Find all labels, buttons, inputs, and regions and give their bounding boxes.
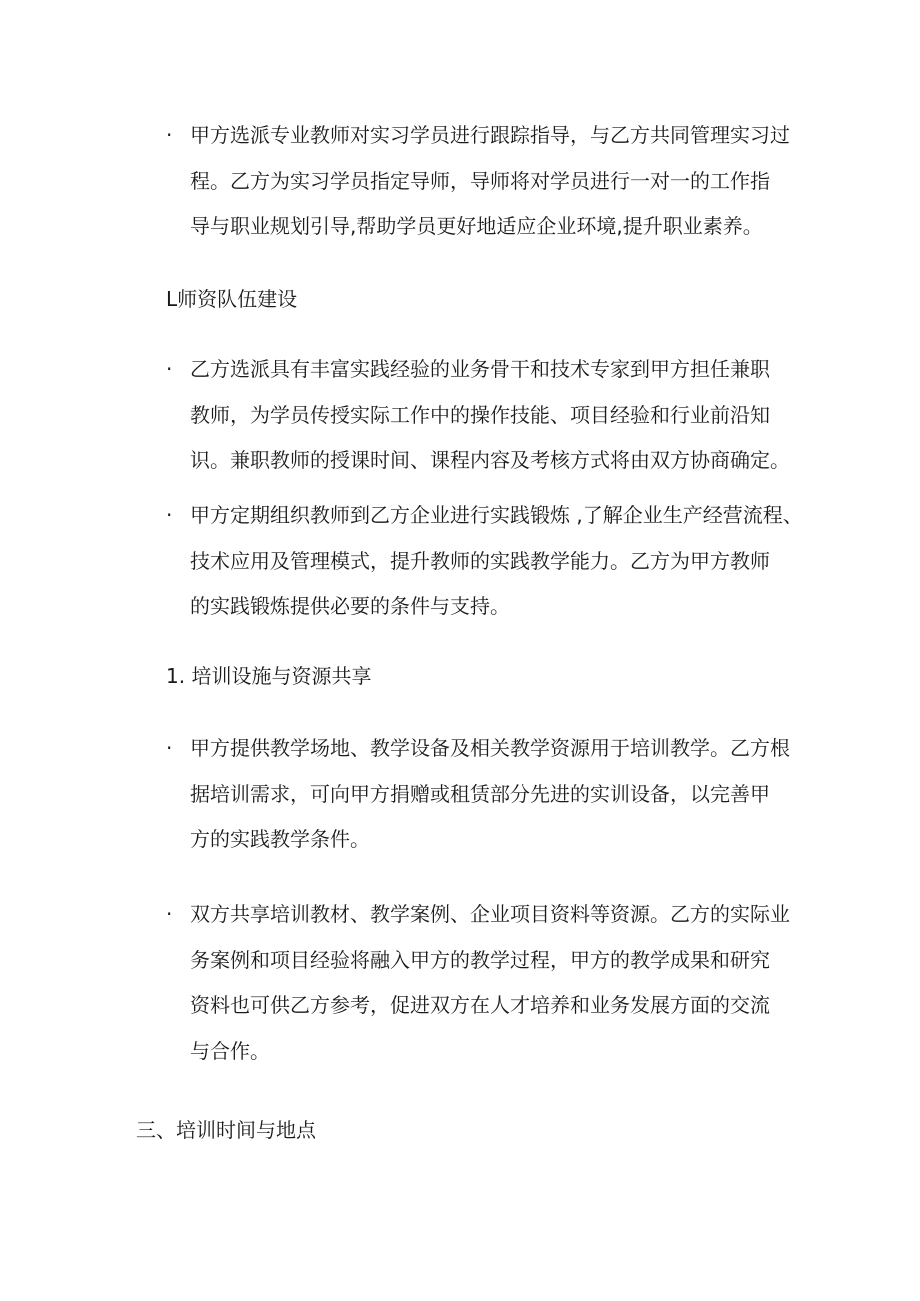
bullet-marker: · xyxy=(166,736,173,760)
paragraph-part-time-teachers xyxy=(166,347,806,484)
paragraph-resource-sharing xyxy=(166,892,806,1074)
paragraph-text: 乙方选派具有丰富实践经验的业务骨干和技术专家到甲方担任兼职 教师，为学员传授实际工作中的操作技能、项目经验和行业前沿知 识。兼职教师的授课时间、课程内容及考核方式将由双方协商确定。 xyxy=(190,357,790,472)
bullet-marker: · xyxy=(166,123,173,147)
paragraph-teacher-practice xyxy=(166,493,806,630)
paragraph-text: 甲方选派专业教师对实习学员进行跟踪指导，与乙方共同管理实习过 程。乙方为实习学员指定导师，导师将对学员进行一对一的工作指 导与职业规划引导,帮助学员更好地适应企业环境,提升职业素养。 xyxy=(190,123,790,238)
paragraph-teaching-resources xyxy=(166,726,806,863)
bullet-marker: · xyxy=(166,902,173,926)
section-heading-faculty: L师资队伍建设 xyxy=(166,287,298,311)
paragraph-tutor-guidance xyxy=(166,113,806,250)
section-heading-time-location: 三、培训时间与地点 xyxy=(136,1118,316,1142)
bullet-marker: · xyxy=(166,503,173,527)
paragraph-text: 甲方提供教学场地、教学设备及相关教学资源用于培训教学。乙方根 据培训需求，可向甲方捐赠或租赁部分先进的实训设备，以完善甲 方的实践教学条件。 xyxy=(190,736,790,851)
section-heading-facilities: 1. 培训设施与资源共享 xyxy=(166,664,372,688)
bullet-marker: · xyxy=(166,357,173,381)
paragraph-text: 双方共享培训教材、教学案例、企业项目资料等资源。乙方的实际业 务案例和项目经验将融入甲方的教学过程，甲方的教学成果和研究 资料也可供乙方参考，促进双方在人才培养和业务发展方面的交流 与合作。 xyxy=(190,902,790,1063)
paragraph-text: 甲方定期组织教师到乙方企业进行实践锻炼 ,了解企业生产经营流程、 技术应用及管理模式，提升教师的实践教学能力。乙方为甲方教师 的实践锻炼提供必要的条件与支持。 xyxy=(190,503,803,618)
